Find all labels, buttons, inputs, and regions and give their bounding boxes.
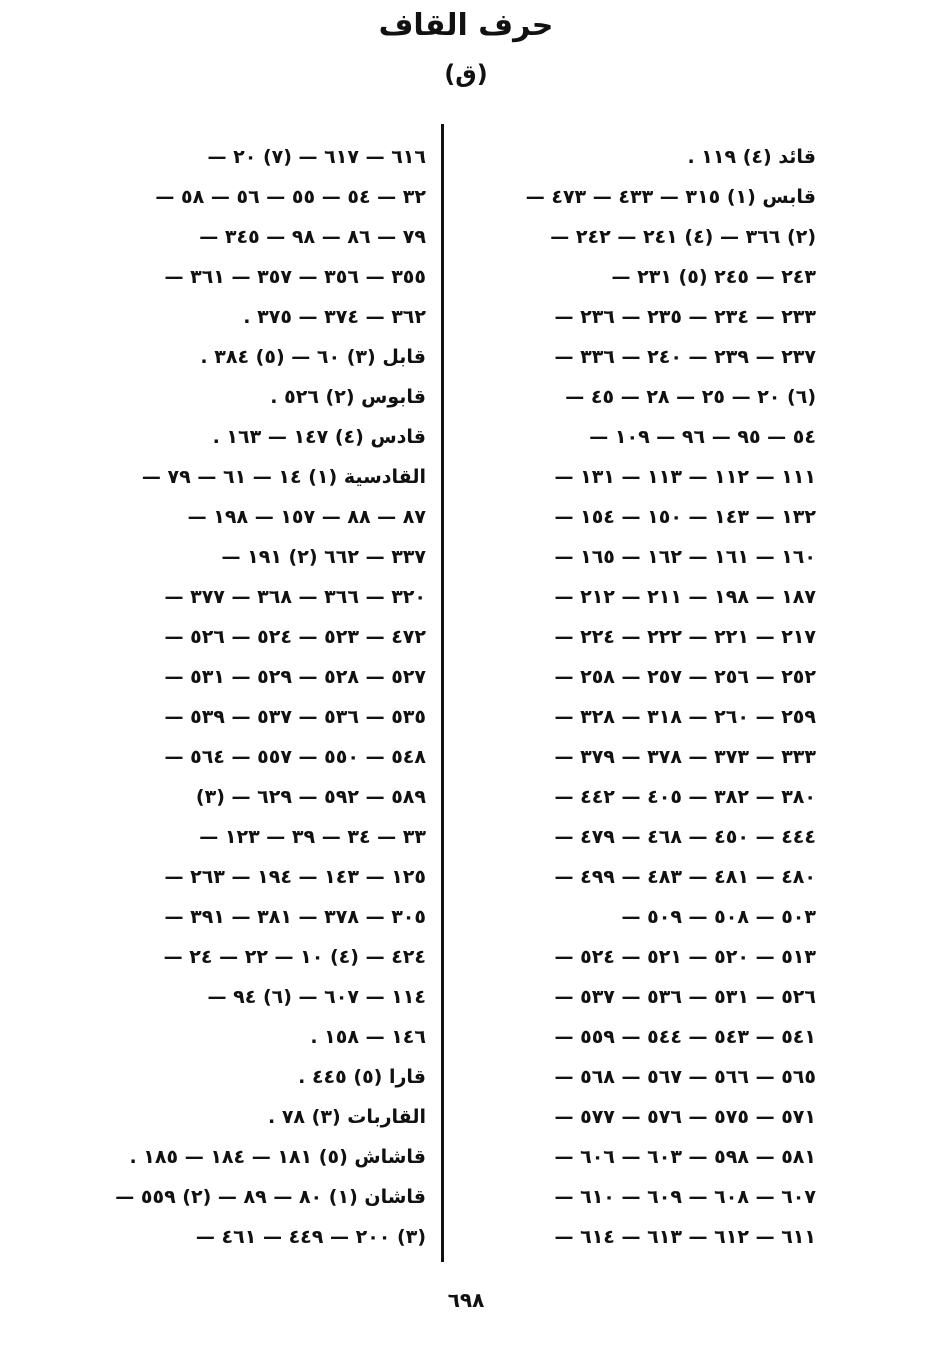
index-entry-line: ٢٥٢ — ٢٥٦ — ٢٥٧ — ٢٥٨ — — [554, 666, 816, 688]
index-entry-line: ٢١٧ — ٢٢١ — ٢٢٢ — ٢٢٤ — — [554, 626, 816, 648]
index-entry-line: قائد (٤) ١١٩ . — [687, 146, 816, 168]
index-entry-line: ٣٢ — ٥٤ — ٥٥ — ٥٦ — ٥٨ — — [155, 186, 426, 208]
index-entry-line: ٤٤٤ — ٤٥٠ — ٤٦٨ — ٤٧٩ — — [554, 826, 816, 848]
index-entry-line: (٢) ٣٦٦ — (٤) ٢٤١ — ٢٤٢ — — [550, 226, 816, 248]
index-entry-line: ٥٤١ — ٥٤٣ — ٥٤٤ — ٥٥٩ — — [554, 1026, 816, 1048]
index-entry-line: (٣) ٢٠٠ — ٤٤٩ — ٤٦١ — — [195, 1226, 426, 1248]
index-entry-line: ٦١٦ — ٦١٧ — (٧) ٢٠ — — [207, 146, 426, 168]
index-entry-line: ٢٥٩ — ٢٦٠ — ٣١٨ — ٣٢٨ — — [554, 706, 816, 728]
index-entry-line: ١١١ — ١١٢ — ١١٣ — ١٣١ — — [554, 466, 816, 488]
index-entry-line: قادس (٤) ١٤٧ — ١٦٣ . — [212, 426, 426, 448]
index-entry-line: ٥٢٧ — ٥٢٨ — ٥٢٩ — ٥٣١ — — [164, 666, 426, 688]
index-entry-line: ٣٠٥ — ٣٧٨ — ٣٨١ — ٣٩١ — — [164, 906, 426, 928]
index-entry-line: ١١٤ — ٦٠٧ — (٦) ٩٤ — — [207, 986, 426, 1008]
index-entry-line: ١٤٦ — ١٥٨ . — [310, 1026, 426, 1048]
index-entry-line: ٥٠٣ — ٥٠٨ — ٥٠٩ — — [621, 906, 816, 928]
index-entry-line: ١٨٧ — ١٩٨ — ٢١١ — ٢١٢ — — [554, 586, 816, 608]
column-divider — [441, 124, 444, 1262]
index-entry-line: ١٦٠ — ١٦١ — ١٦٢ — ١٦٥ — — [554, 546, 816, 568]
index-entry-line: قاشان (١) ٨٠ — ٨٩ — (٢) ٥٥٩ — — [115, 1186, 426, 1208]
index-entry-line: ٦١١ — ٦١٢ — ٦١٣ — ٦١٤ — — [554, 1226, 816, 1248]
index-entry-line: ٥٦٥ — ٥٦٦ — ٥٦٧ — ٥٦٨ — — [554, 1066, 816, 1088]
index-entry-line: ٣٥٥ — ٣٥٦ — ٣٥٧ — ٣٦١ — — [164, 266, 426, 288]
index-entry-line: ٥٣٥ — ٥٣٦ — ٥٣٧ — ٥٣٩ — — [164, 706, 426, 728]
section-letter: (ق) — [444, 60, 488, 88]
index-entry-line: ٣٣ — ٣٤ — ٣٩ — ١٢٣ — — [199, 826, 426, 848]
index-entry-line: ٧٩ — ٨٦ — ٩٨ — ٣٤٥ — — [199, 226, 426, 248]
index-entry-line: ٥٢٦ — ٥٣١ — ٥٣٦ — ٥٣٧ — — [554, 986, 816, 1008]
index-entry-line: ٤٨٠ — ٤٨١ — ٤٨٣ — ٤٩٩ — — [554, 866, 816, 888]
index-column-right — [476, 137, 816, 1257]
index-entry-line: قابوس (٢) ٥٢٦ . — [270, 386, 426, 408]
index-entry-line: ٣٢٠ — ٣٦٦ — ٣٦٨ — ٣٧٧ — — [164, 586, 426, 608]
index-entry-line: ٥٧١ — ٥٧٥ — ٥٧٦ — ٥٧٧ — — [554, 1106, 816, 1128]
index-entry-line: القادسية (١) ١٤ — ٦١ — ٧٩ — — [141, 466, 426, 488]
index-entry-line: ٢٣٧ — ٢٣٩ — ٢٤٠ — ٣٣٦ — — [554, 346, 816, 368]
index-entry-line: ٥٤٨ — ٥٥٠ — ٥٥٧ — ٥٦٤ — — [164, 746, 426, 768]
index-entry-line: ٣٨٠ — ٣٨٢ — ٤٠٥ — ٤٤٢ — — [554, 786, 816, 808]
index-entry-line: قارا (٥) ٤٤٥ . — [298, 1066, 426, 1088]
index-entry-line: ٤٧٢ — ٥٢٣ — ٥٢٤ — ٥٢٦ — — [164, 626, 426, 648]
index-column-left — [76, 137, 426, 1257]
index-entry-line: ٥١٣ — ٥٢٠ — ٥٢١ — ٥٢٤ — — [554, 946, 816, 968]
index-entry-line: ٣٦٢ — ٣٧٤ — ٣٧٥ . — [243, 306, 426, 328]
index-entry-line: ٥٤ — ٩٥ — ٩٦ — ١٠٩ — — [589, 426, 816, 448]
index-entry-line: ٥٨١ — ٥٩٨ — ٦٠٣ — ٦٠٦ — — [554, 1146, 816, 1168]
index-entry-line: ٢٣٣ — ٢٣٤ — ٢٣٥ — ٢٣٦ — — [554, 306, 816, 328]
section-title: حرف القاف — [378, 8, 554, 43]
index-entry-line: قابل (٣) ٦٠ — (٥) ٣٨٤ . — [200, 346, 426, 368]
index-entry-line: ٨٧ — ٨٨ — ١٥٧ — ١٩٨ — — [187, 506, 426, 528]
index-entry-line: القاربات (٣) ٧٨ . — [267, 1106, 426, 1128]
index-entry-line: ١٢٥ — ١٤٣ — ١٩٤ — ٢٦٣ — — [164, 866, 426, 888]
index-entry-line: ١٣٢ — ١٤٣ — ١٥٠ — ١٥٤ — — [554, 506, 816, 528]
index-entry-line: ٢٤٣ — ٢٤٥ (٥) ٢٣١ — — [611, 266, 816, 288]
page-number: ٦٩٨ — [447, 1288, 485, 1312]
index-entry-line: قابس (١) ٣١٥ — ٤٣٣ — ٤٧٣ — — [525, 186, 816, 208]
index-entry-line: ٣٣٧ — ٦٦٢ (٢) ١٩١ — — [221, 546, 426, 568]
index-entry-line: قاشاش (٥) ١٨١ — ١٨٤ — ١٨٥ . — [129, 1146, 426, 1168]
index-entry-line: ٤٢٤ — (٤) ١٠ — ٢٢ — ٢٤ — — [163, 946, 426, 968]
index-entry-line: ٥٨٩ — ٥٩٢ — ٦٢٩ — (٣) — [195, 786, 426, 808]
index-entry-line: (٦) ٢٠ — ٢٥ — ٢٨ — ٤٥ — — [565, 386, 816, 408]
index-entry-line: ٦٠٧ — ٦٠٨ — ٦٠٩ — ٦١٠ — — [554, 1186, 816, 1208]
index-entry-line: ٣٣٣ — ٣٧٣ — ٣٧٨ — ٣٧٩ — — [554, 746, 816, 768]
